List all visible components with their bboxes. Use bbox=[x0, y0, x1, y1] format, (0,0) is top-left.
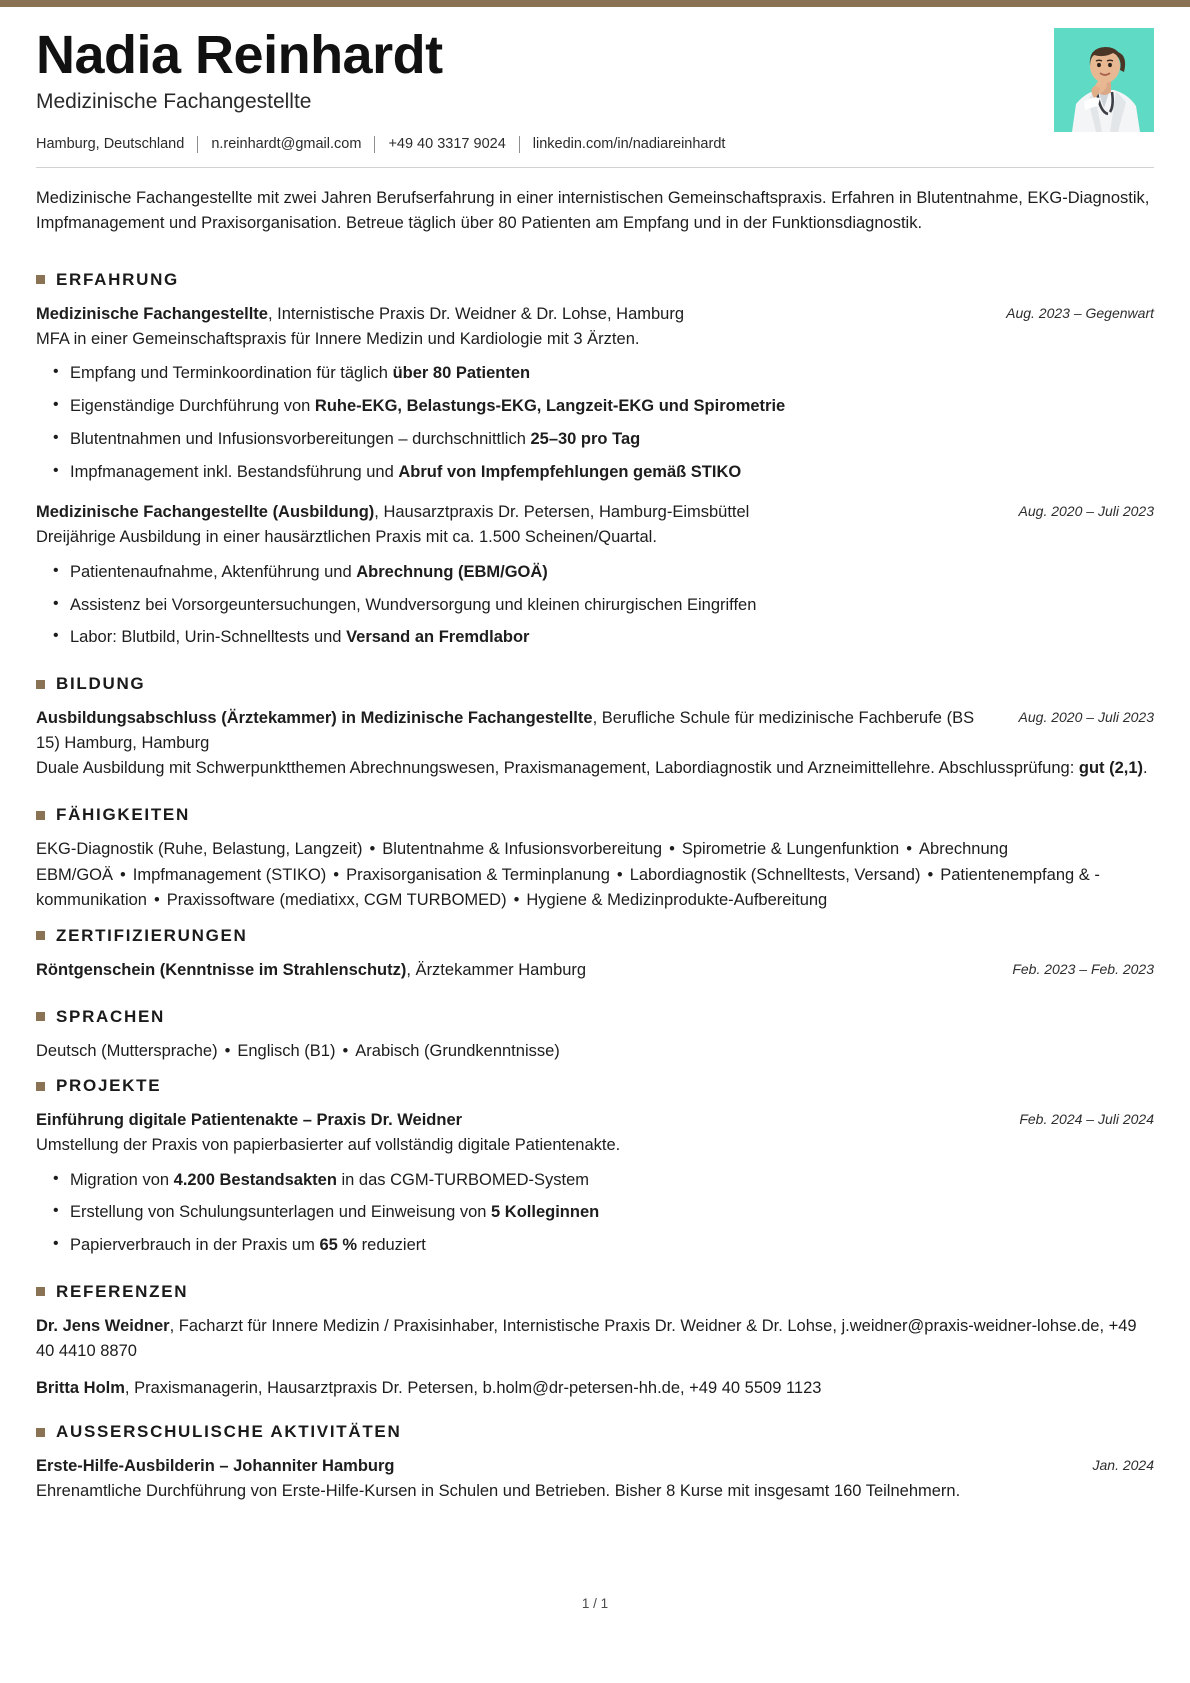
list-item bbox=[70, 593, 1154, 618]
square-bullet-icon bbox=[36, 1287, 45, 1296]
entry-bullet-list bbox=[36, 560, 1154, 650]
project-subtitle: Umstellung der Praxis von papierbasierter auf vollständig digitale Patientenakte. bbox=[36, 1135, 621, 1154]
square-bullet-icon bbox=[36, 1428, 45, 1437]
entry-subtitle: MFA in einer Gemeinschaftspraxis für Innere Medizin und Kardiologie mit 3 Ärzten. bbox=[36, 329, 640, 348]
certification-entry bbox=[36, 958, 1154, 983]
bullet-text: Erstellung von Schulungsunterlagen und Einweisung von bbox=[70, 1203, 492, 1222]
contact-phone[interactable]: +49 40 3317 9024 bbox=[388, 136, 506, 153]
section-projects bbox=[36, 1068, 1154, 1258]
bullet-text: Papierverbrauch in der Praxis um bbox=[70, 1236, 320, 1255]
section-experience bbox=[36, 262, 1154, 650]
skill-item: Patientenempfang & -kommunikation bbox=[36, 865, 1100, 910]
education-entry bbox=[36, 706, 1154, 781]
dot-separator-icon: • bbox=[927, 865, 934, 884]
section-title-activities: AUSSERSCHULISCHE AKTIVITÄTEN bbox=[56, 1422, 402, 1442]
dot-separator-icon: • bbox=[906, 840, 913, 859]
entry-subtitle: Dreijährige Ausbildung in einer hausärztlichen Praxis mit ca. 1.500 Scheinen/Quartal. bbox=[36, 528, 657, 547]
square-bullet-icon bbox=[36, 1012, 45, 1021]
dot-separator-icon: • bbox=[120, 865, 126, 884]
entry-date: Feb. 2023 – Feb. 2023 bbox=[1012, 960, 1154, 977]
dot-separator-icon: • bbox=[153, 891, 160, 910]
languages-list bbox=[36, 1039, 1154, 1065]
page-title: Nadia Reinhardt bbox=[36, 25, 443, 85]
contact-divider bbox=[374, 136, 375, 153]
education-detail bbox=[36, 756, 1154, 782]
entry-date: Feb. 2024 – Juli 2024 bbox=[1019, 1111, 1154, 1128]
bullet-text-tail: reduziert bbox=[357, 1236, 426, 1255]
square-bullet-icon bbox=[36, 275, 45, 284]
square-bullet-icon bbox=[36, 811, 45, 820]
square-bullet-icon bbox=[36, 680, 45, 689]
entry-top-row bbox=[36, 706, 1154, 756]
contact-linkedin[interactable]: linkedin.com/in/nadiareinhardt bbox=[532, 136, 726, 153]
list-item bbox=[70, 560, 1154, 585]
bullet-emphasis: 65 % bbox=[319, 1236, 358, 1255]
contact-divider bbox=[197, 136, 198, 153]
section-title-references: REFERENZEN bbox=[56, 1281, 189, 1301]
contact-line bbox=[36, 136, 1154, 153]
section-title-certifications: ZERTIFIZIERUNGEN bbox=[56, 925, 248, 945]
project-bullet-list bbox=[36, 1168, 1154, 1258]
list-item bbox=[70, 1168, 1154, 1193]
list-item bbox=[70, 460, 1154, 485]
language-item: Arabisch (Grundkenntnisse) bbox=[355, 1041, 560, 1060]
list-item bbox=[70, 1233, 1154, 1258]
bullet-emphasis: Ruhe-EKG, Belastungs-EKG, Langzeit-EKG und Spirometrie bbox=[314, 397, 786, 416]
section-header bbox=[36, 1274, 1154, 1302]
entry-top-row bbox=[36, 500, 1154, 525]
entry-bullet-list bbox=[36, 361, 1154, 484]
certification-name: Röntgenschein (Kenntnisse im Strahlenschutz) bbox=[36, 960, 407, 979]
section-certifications bbox=[36, 918, 1154, 983]
section-title-languages: SPRACHEN bbox=[56, 1006, 166, 1026]
certification-issuer: , Ärztekammer Hamburg bbox=[406, 960, 587, 979]
professional-headline: Medizinische Fachangestellte bbox=[36, 89, 312, 113]
skill-item: EKG-Diagnostik (Ruhe, Belastung, Langzeit) bbox=[36, 840, 363, 859]
section-header bbox=[36, 797, 1154, 825]
page-indicator: 1 / 1 bbox=[581, 1596, 609, 1611]
dot-separator-icon: • bbox=[616, 865, 623, 884]
education-grade: gut (2,1) bbox=[1078, 758, 1144, 777]
entry-role: Medizinische Fachangestellte bbox=[36, 304, 268, 323]
contact-divider bbox=[519, 136, 520, 153]
bullet-emphasis: Abrechnung (EBM/GOÄ) bbox=[356, 562, 548, 581]
reference-name: Britta Holm bbox=[36, 1379, 125, 1398]
portrait-photo-icon bbox=[1054, 28, 1154, 132]
section-header bbox=[36, 666, 1154, 694]
experience-entry bbox=[36, 302, 1154, 485]
section-header bbox=[36, 1414, 1154, 1442]
bullet-text: Blutentnahmen und Infusionsvorbereitungen – durchschnittlich bbox=[70, 429, 531, 448]
list-item bbox=[70, 427, 1154, 452]
dot-separator-icon: • bbox=[513, 891, 520, 910]
resume-header bbox=[36, 0, 1154, 168]
entry-top-row bbox=[36, 302, 1154, 327]
bullet-text: Empfang und Terminkoordination für täglich bbox=[70, 364, 393, 383]
entry-headline bbox=[36, 706, 1001, 756]
bullet-text: Patientenaufnahme, Aktenführung und bbox=[70, 562, 357, 581]
skill-item: Abrechnung EBM/GOÄ bbox=[36, 840, 1009, 884]
professional-summary: Medizinische Fachangestellte mit zwei Jahren Berufserfahrung in einer internistischen Gemeinschaftspraxis. Erfahren in Blutentnahme, EKG-Diagnostik, Impfmanagement und Praxisorganisation. Betreue täglich über 80 Patienten am Empfang und in der Funktionsdiagnostik. bbox=[36, 188, 1150, 232]
reference-entry bbox=[36, 1314, 1154, 1364]
bullet-emphasis: über 80 Patienten bbox=[392, 364, 531, 383]
entry-headline bbox=[36, 1108, 1001, 1133]
entry-date: Jan. 2024 bbox=[1092, 1457, 1154, 1474]
education-school: , Berufliche Schule für medizinische Fachberufe (BS 15) Hamburg, Hamburg bbox=[36, 709, 975, 752]
section-header bbox=[36, 918, 1154, 946]
list-item bbox=[70, 1200, 1154, 1225]
section-title-skills: FÄHIGKEITEN bbox=[56, 805, 190, 825]
dot-separator-icon: • bbox=[669, 840, 675, 859]
square-bullet-icon bbox=[36, 931, 45, 940]
entry-headline bbox=[36, 958, 994, 983]
dot-separator-icon: • bbox=[224, 1041, 231, 1060]
list-item bbox=[70, 394, 1154, 419]
page-footer bbox=[0, 1596, 1190, 1611]
section-title-experience: ERFAHRUNG bbox=[56, 269, 179, 289]
reference-details: , Facharzt für Innere Medizin / Praxisinhaber, Internistische Praxis Dr. Weidner & Dr. Lohse, j.weidner@praxis-weidner-lohse.de, +49 40 4410 8870 bbox=[36, 1316, 1137, 1360]
bullet-text-tail: in das CGM-TURBOMED-System bbox=[336, 1170, 590, 1189]
skill-item: Impfmanagement (STIKO) bbox=[132, 865, 327, 884]
dot-separator-icon: • bbox=[333, 865, 340, 884]
bullet-text: Impfmanagement inkl. Bestandsführung und bbox=[70, 462, 399, 481]
skills-list bbox=[36, 837, 1154, 914]
dot-separator-icon: • bbox=[369, 840, 376, 859]
section-skills bbox=[36, 797, 1154, 914]
section-education bbox=[36, 666, 1154, 781]
avatar bbox=[1054, 28, 1154, 132]
skill-item: Spirometrie & Lungenfunktion bbox=[681, 840, 900, 859]
language-item: Englisch (B1) bbox=[237, 1041, 336, 1060]
section-activities bbox=[36, 1414, 1154, 1504]
activity-entry bbox=[36, 1454, 1154, 1504]
skill-item: Blutentnahme & Infusionsvorbereitung bbox=[382, 840, 663, 859]
section-header bbox=[36, 1068, 1154, 1096]
project-name: Einführung digitale Patientenakte – Praxis Dr. Weidner bbox=[36, 1111, 463, 1130]
section-header bbox=[36, 999, 1154, 1027]
language-item: Deutsch (Muttersprache) bbox=[36, 1041, 218, 1060]
skill-item: Praxissoftware (mediatixx, CGM TURBOMED) bbox=[166, 891, 507, 910]
entry-date: Aug. 2020 – Juli 2023 bbox=[1018, 709, 1154, 726]
reference-name: Dr. Jens Weidner bbox=[36, 1316, 170, 1335]
entry-top-row bbox=[36, 1108, 1154, 1133]
reference-details: , Praxismanagerin, Hausarztpraxis Dr. Petersen, b.holm@dr-petersen-hh.de, +49 40 5509 1123 bbox=[124, 1379, 822, 1398]
entry-date: Aug. 2020 – Juli 2023 bbox=[1018, 503, 1154, 520]
header-divider bbox=[36, 167, 1154, 168]
education-degree: Ausbildungsabschluss (Ärztekammer) in Medizinische Fachangestellte bbox=[36, 709, 593, 728]
entry-role: Medizinische Fachangestellte (Ausbildung) bbox=[36, 503, 375, 522]
entry-headline bbox=[36, 1454, 1075, 1479]
section-title-projects: PROJEKTE bbox=[56, 1076, 162, 1096]
bullet-text: Eigenständige Durchführung von bbox=[70, 397, 315, 416]
entry-headline bbox=[36, 302, 988, 327]
section-languages bbox=[36, 999, 1154, 1065]
activity-name: Erste-Hilfe-Ausbilderin – Johanniter Hamburg bbox=[36, 1457, 395, 1476]
section-header bbox=[36, 262, 1154, 290]
section-references bbox=[36, 1274, 1154, 1401]
entry-date: Aug. 2023 – Gegenwart bbox=[1006, 304, 1154, 321]
entry-company: , Internistische Praxis Dr. Weidner & Dr. Lohse, Hamburg bbox=[267, 304, 685, 323]
dot-separator-icon: • bbox=[342, 1041, 349, 1060]
entry-headline bbox=[36, 500, 1001, 525]
bullet-emphasis: Abruf von Impfempfehlungen gemäß STIKO bbox=[398, 462, 742, 481]
skill-item: Labordiagnostik (Schnelltests, Versand) bbox=[629, 865, 921, 884]
bullet-emphasis: Versand an Fremdlabor bbox=[346, 628, 530, 647]
entry-top-row bbox=[36, 958, 1154, 983]
activity-description: Ehrenamtliche Durchführung von Erste-Hilfe-Kursen in Schulen und Betrieben. Bisher 8 Kurse mit insgesamt 160 Teilnehmern. bbox=[36, 1481, 961, 1500]
contact-location: Hamburg, Deutschland bbox=[36, 136, 185, 153]
education-detail-text: Duale Ausbildung mit Schwerpunktthemen Abrechnungswesen, Praxismanagement, Labordiagnostik und Arzneimittellehre. Abschlussprüfung: bbox=[36, 758, 1079, 777]
entry-top-row bbox=[36, 1454, 1154, 1479]
project-entry bbox=[36, 1108, 1154, 1258]
square-bullet-icon bbox=[36, 1082, 45, 1091]
experience-entry bbox=[36, 500, 1154, 650]
skill-item: Praxisorganisation & Terminplanung bbox=[346, 865, 610, 884]
bullet-text: Migration von bbox=[70, 1170, 174, 1189]
bullet-text: Labor: Blutbild, Urin-Schnelltests und bbox=[70, 628, 347, 647]
list-item bbox=[70, 625, 1154, 650]
skill-item: Hygiene & Medizinprodukte-Aufbereitung bbox=[526, 891, 828, 910]
bullet-emphasis: 5 Kolleginnen bbox=[491, 1203, 600, 1222]
reference-entry bbox=[36, 1376, 1154, 1401]
contact-email[interactable]: n.reinhardt@gmail.com bbox=[211, 136, 362, 153]
section-title-education: BILDUNG bbox=[56, 674, 146, 694]
list-item bbox=[70, 361, 1154, 386]
education-detail-tail: . bbox=[1143, 758, 1148, 777]
entry-company: , Hausarztpraxis Dr. Petersen, Hamburg-Eimsbüttel bbox=[374, 503, 750, 522]
bullet-emphasis: 25–30 pro Tag bbox=[530, 429, 641, 448]
bullet-text: Assistenz bei Vorsorgeuntersuchungen, Wundversorgung und kleinen chirurgischen Eingriffen bbox=[70, 595, 757, 614]
bullet-emphasis: 4.200 Bestandsakten bbox=[173, 1170, 337, 1189]
